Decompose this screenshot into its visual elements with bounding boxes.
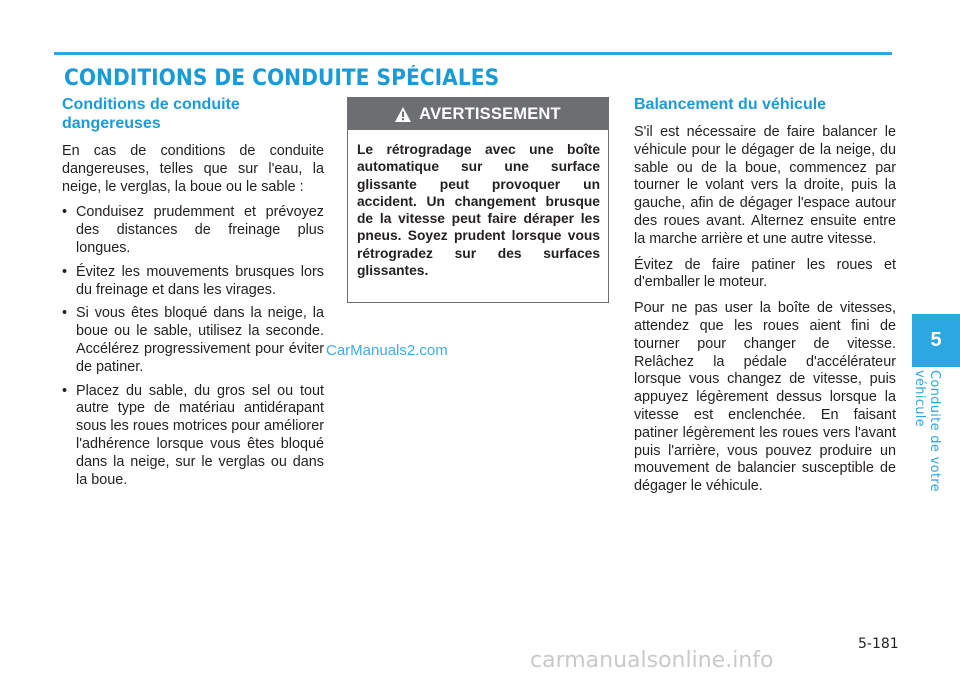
warning-text: Le rétrogradage avec une boîte automatique sur une surface glissante peut provoquer un accident. Un changement brusque de la vitesse peut faire déraper les pneus. Soyez prudent lorsque vous rétrogradez sur des surfaces glissantes. (357, 142, 600, 279)
chapter-label: Conduite de votre véhicule (912, 370, 942, 492)
left-column (62, 95, 324, 495)
bullet-text: Évitez les mouvements brusques lors du freinage et dans les virages. (76, 263, 324, 298)
bullet-text: Si vous êtes bloqué dans la neige, la boue ou le sable, utilisez la seconde. Accélérez progressivement pour éviter de patiner. (76, 305, 324, 375)
section-title: CONDITIONS DE CONDUITE SPÉCIALES (64, 66, 500, 91)
bullet-text: Conduisez prudemment et prévoyez des distances de freinage plus longues. (76, 204, 324, 256)
right-column (634, 95, 896, 504)
chapter-tab: 5 (912, 314, 960, 367)
bullet-text: Placez du sable, du gros sel ou tout autre type de matériau antidérapant sous les roues motrices pour améliorer l'adhérence lorsque vous êtes bloqué dans la neige, sur le verglas ou dans la boue. (76, 382, 324, 488)
bullet-dot: • (62, 204, 68, 221)
list-item (62, 264, 324, 300)
warning-title: AVERTISSEMENT (419, 104, 561, 123)
bullet-list (62, 204, 324, 489)
bullet-dot: • (62, 305, 68, 322)
bullet-dot: • (62, 382, 68, 399)
list-item (62, 204, 324, 257)
list-item (62, 305, 324, 376)
right-paragraph: Évitez de faire patiner les roues et d'emballer le moteur. (634, 256, 896, 291)
left-heading: Conditions de conduite dangereuses (62, 96, 240, 132)
bullet-dot: • (62, 263, 68, 280)
warning-triangle-icon (395, 107, 411, 122)
right-heading: Balancement du véhicule (634, 96, 827, 113)
list-item (62, 383, 324, 490)
top-rule (54, 52, 892, 55)
left-intro: En cas de conditions de conduite dangereuses, telles que sur l'eau, la neige, le verglas, la boue ou le sable : (62, 143, 324, 195)
right-paragraph: S'il est nécessaire de faire balancer le véhicule pour le dégager de la neige, du sable ou de la boue, commencez par tourner le volant vers la droite, puis la gauche, afin de dégager l'espace autour des roues avant. Alternez ensuite entre la marche arrière et une autre vitesse. (634, 124, 896, 247)
footer-watermark: carmanualsonline.info (530, 648, 774, 673)
right-paragraph: Pour ne pas user la boîte de vitesses, attendez que les roues aient fini de tourner pour changer de vitesse. Relâchez la pédale d'accélérateur lorsque vous changez de vitesse, puis appuyez légèrement dessus lorsque la vitesse est enclenchée. En faisant patiner légèrement les roues vers l'avant puis l'arrière, vous pouvez produire un mouvement de balancier susceptible de dégager le véhicule. (634, 300, 896, 495)
warning-box (347, 97, 609, 303)
page-number: 5-181 (858, 636, 899, 652)
warning-header (348, 98, 608, 130)
watermark: CarManuals2.com (326, 342, 448, 359)
